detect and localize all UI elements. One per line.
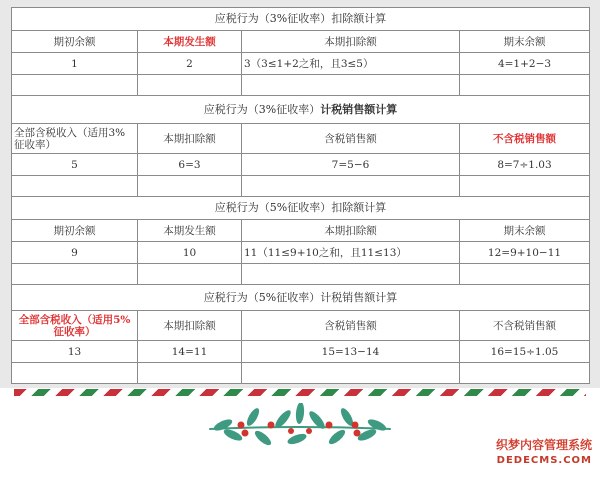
section2-header-row <box>12 124 590 154</box>
header-current-amount: 本期发生额 <box>138 31 242 53</box>
cell-8: 8=7÷1.03 <box>460 154 590 176</box>
header-current-deduction-5: 本期扣除额 <box>242 220 460 242</box>
section3-title: 应税行为（5%征收率）扣除额计算 <box>12 197 590 220</box>
candy-stripe-divider <box>14 389 586 396</box>
cell-11: 11（11≤9+10之和，且11≤13） <box>242 242 460 264</box>
section3-number-row <box>12 242 590 264</box>
cell-15: 15=13−14 <box>242 341 460 363</box>
section1-header-row <box>12 31 590 53</box>
header-current-deduction: 本期扣除额 <box>242 31 460 53</box>
section4-header-row <box>12 311 590 341</box>
header-closing-balance-5: 期末余额 <box>460 220 590 242</box>
cell-6: 6=3 <box>138 154 242 176</box>
site-watermark <box>462 436 592 466</box>
cell-14: 14=11 <box>138 341 242 363</box>
section1-title-row <box>12 8 590 31</box>
section2-number-row <box>12 154 590 176</box>
cell-13: 13 <box>12 341 138 363</box>
header-sales-excl-tax-5: 不含税销售额 <box>460 311 590 341</box>
cell-12: 12=9+10−11 <box>460 242 590 264</box>
section3-header-row <box>12 220 590 242</box>
cell-5: 5 <box>12 154 138 176</box>
header-total-taxable-income-5: 全部含税收入（适用5%征收率） <box>12 311 138 341</box>
header-closing-balance: 期末余额 <box>460 31 590 53</box>
section2-blank-row <box>12 176 590 197</box>
section1-blank-row <box>12 75 590 96</box>
section1-number-row <box>12 53 590 75</box>
section4-number-row <box>12 341 590 363</box>
section4-blank-row <box>12 363 590 384</box>
header-taxable-sales-5: 含税销售额 <box>242 311 460 341</box>
cell-3: 3（3≤1+2之和，且3≤5） <box>242 53 460 75</box>
section4-title-row <box>12 285 590 311</box>
header-opening-balance-5: 期初余额 <box>12 220 138 242</box>
header-total-taxable-income-3: 全部含税收入（适用3%征收率） <box>12 124 138 154</box>
holly-icon <box>205 403 395 449</box>
header-opening-balance: 期初余额 <box>12 31 138 53</box>
cell-7: 7=5−6 <box>242 154 460 176</box>
watermark-en: DEDECMS.COM <box>496 455 592 466</box>
header-current-deduction-4: 本期扣除额 <box>138 311 242 341</box>
cell-4: 4=1+2−3 <box>460 53 590 75</box>
section3-title-row <box>12 197 590 220</box>
cell-1: 1 <box>12 53 138 75</box>
watermark-cn: 织梦内容管理系统 <box>495 438 592 452</box>
cell-2: 2 <box>138 53 242 75</box>
header-taxable-sales: 含税销售额 <box>242 124 460 154</box>
section4-title: 应税行为（5%征收率）计税销售额计算 <box>12 285 590 311</box>
section2-title: 应税行为（3%征收率）计税销售额计算 <box>12 96 590 124</box>
deduction-worksheet <box>11 7 590 384</box>
header-sales-excl-tax: 不含税销售额 <box>460 124 590 154</box>
cell-16: 16=15÷1.05 <box>460 341 590 363</box>
header-current-deduction-2: 本期扣除额 <box>138 124 242 154</box>
section1-title: 应税行为（3%征收率）扣除额计算 <box>12 8 590 31</box>
section3-blank-row <box>12 264 590 285</box>
section2-title-row <box>12 96 590 124</box>
header-current-amount-5: 本期发生额 <box>138 220 242 242</box>
cell-10: 10 <box>138 242 242 264</box>
cell-9: 9 <box>12 242 138 264</box>
